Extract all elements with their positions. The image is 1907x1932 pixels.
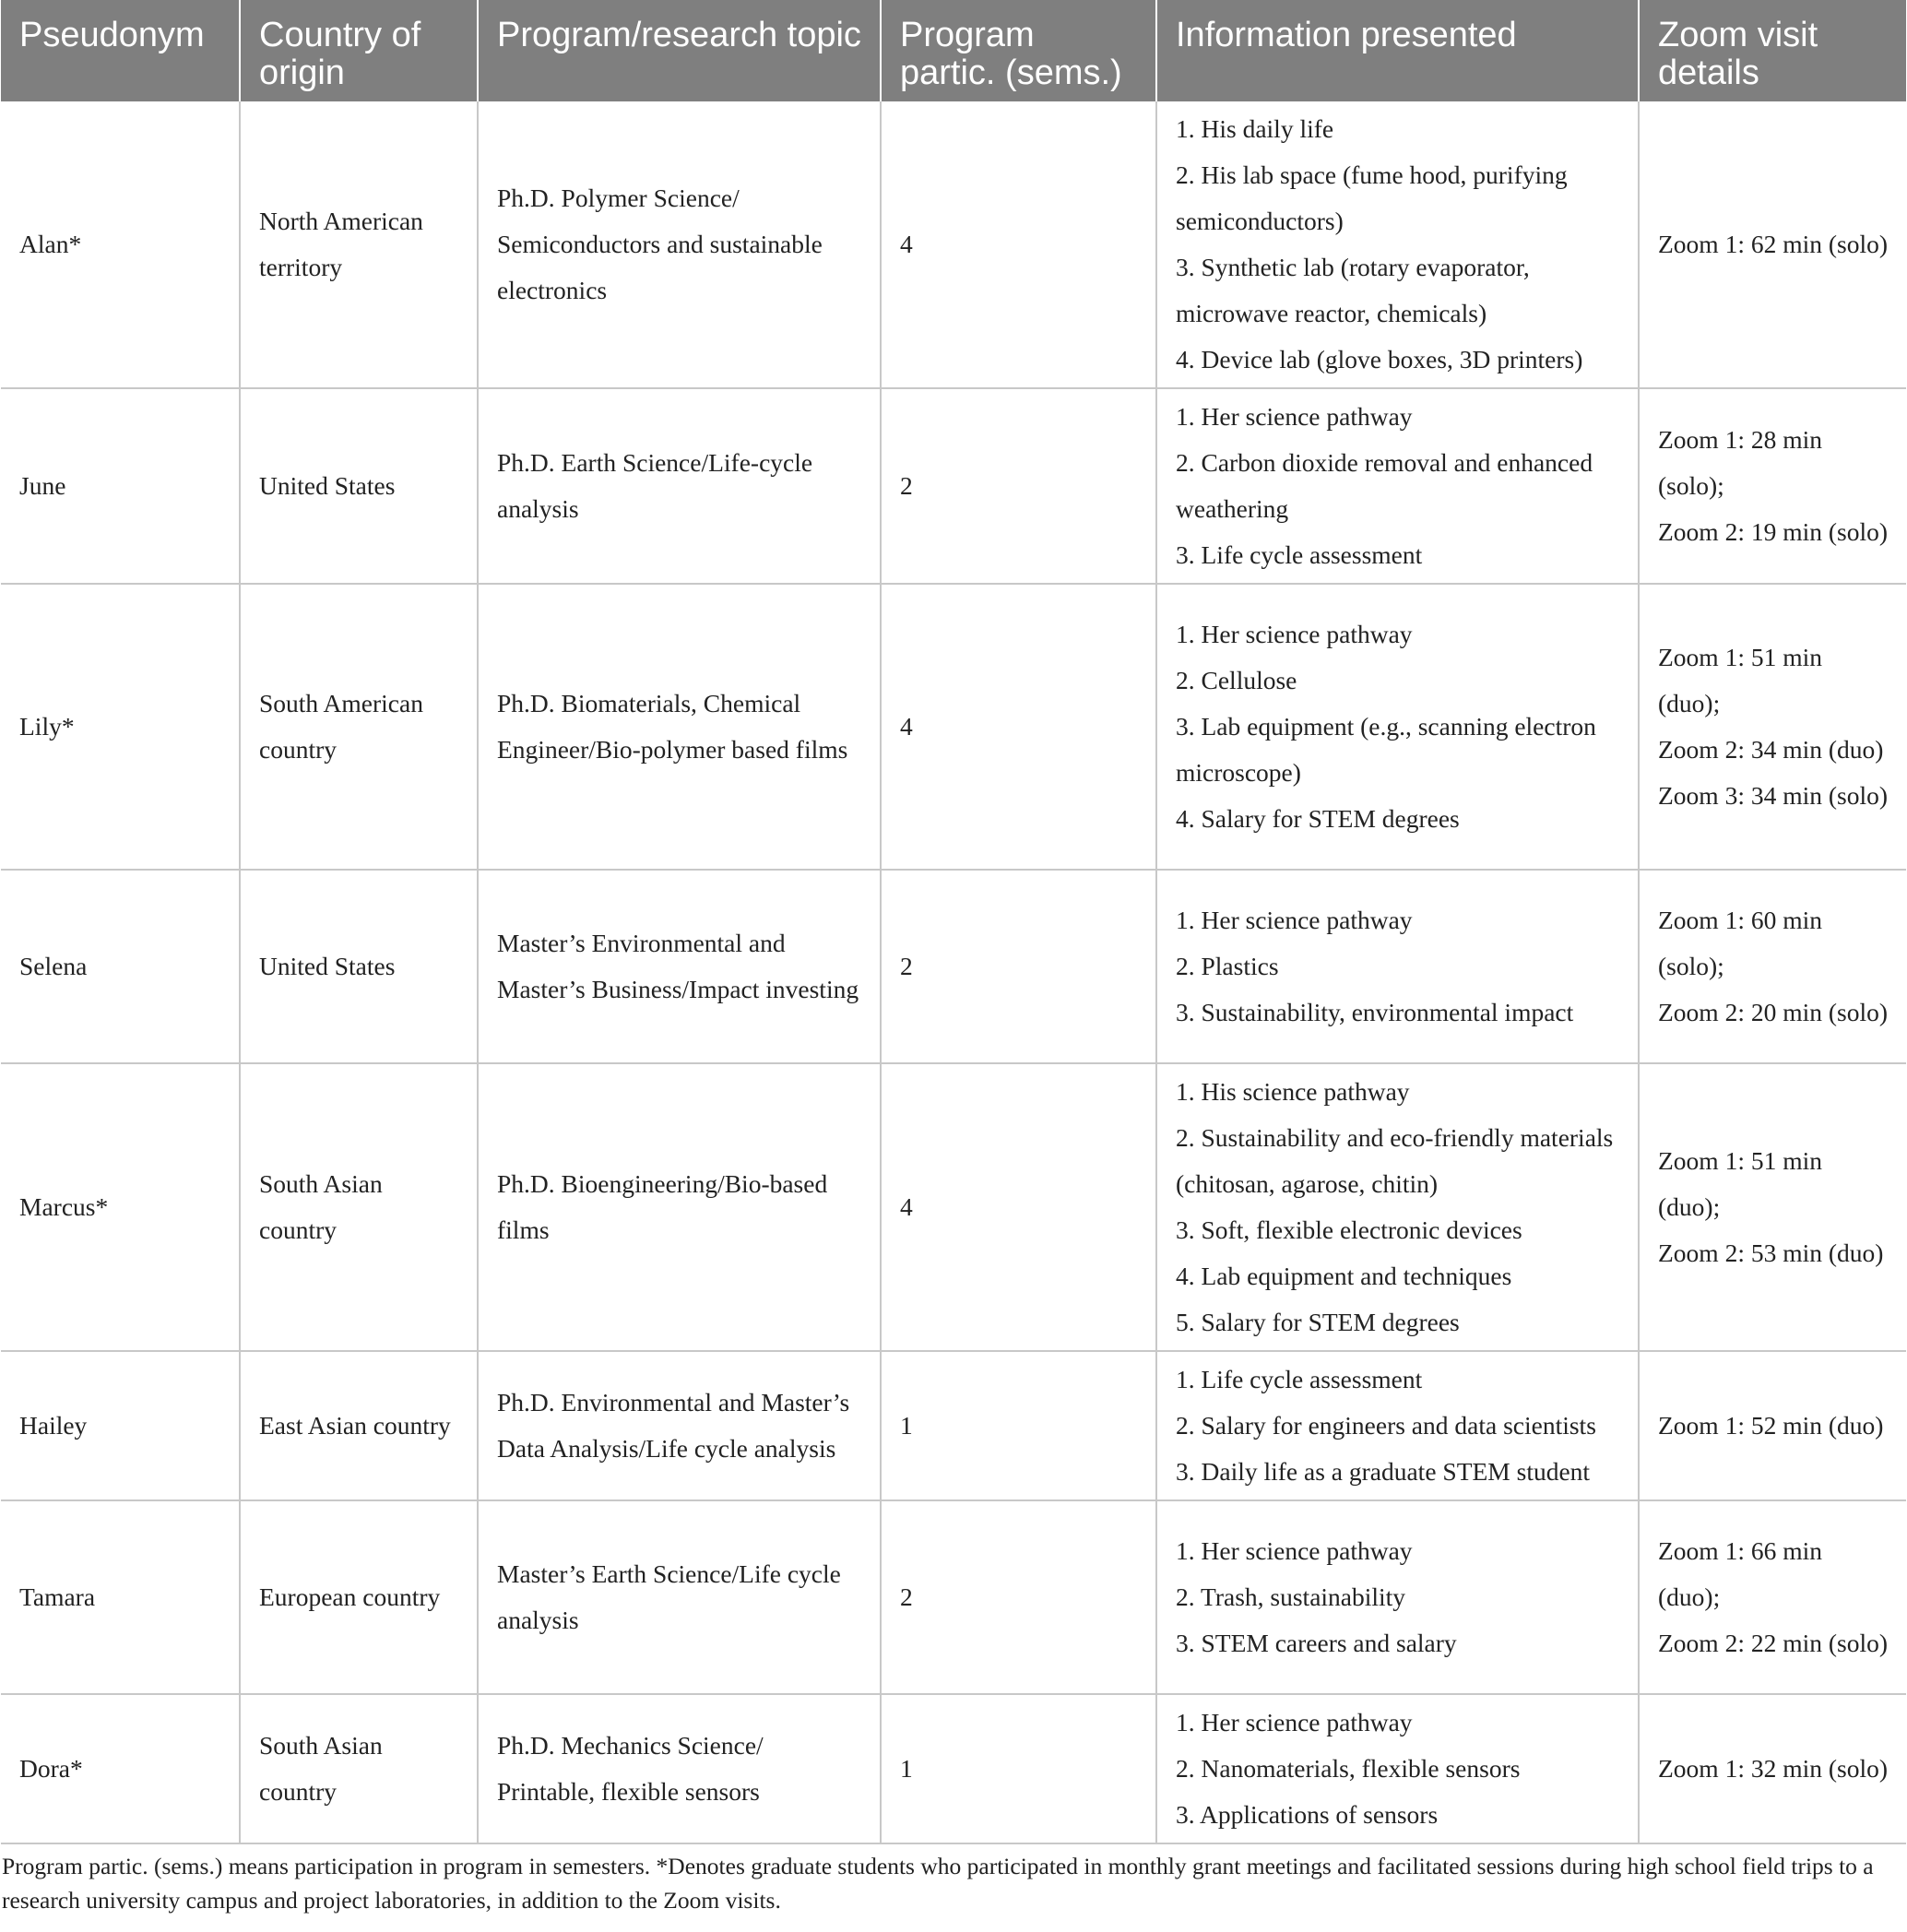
header-zoom: Zoom visit details [1639,0,1906,101]
info-item: 3. Daily life as a graduate STEM student [1176,1457,1591,1486]
zoom-visit-item: Zoom 1: 32 min (solo) [1658,1754,1889,1783]
cell-pseudonym: Lily* [1,584,240,870]
cell-topic: Ph.D. Biomaterials, Chemical Engineer/Bio-polymer based films [478,584,881,870]
cell-info [1156,1063,1639,1351]
info-item: 3. Life cycle assessment [1176,540,1423,569]
cell-country: South Asian country [240,1694,478,1843]
zoom-visit-item: Zoom 3: 34 min (solo) [1658,781,1889,810]
cell-pseudonym: Marcus* [1,1063,240,1351]
table-header [1,0,1906,101]
zoom-visit-item: Zoom 1: 66 min (duo); [1658,1536,1822,1611]
cell-info [1156,584,1639,870]
header-country: Country of origin [240,0,478,101]
zoom-visit-item: Zoom 2: 22 min (solo) [1658,1629,1889,1657]
cell-pseudonym: Dora* [1,1694,240,1843]
cell-zoom [1639,1351,1906,1500]
zoom-visit-item: Zoom 1: 62 min (solo) [1658,230,1889,258]
info-item: 2. Sustainability and eco-friendly materials (chitosan, agarose, chitin) [1176,1123,1614,1198]
cell-pseudonym: Selena [1,870,240,1063]
zoom-visit-item: Zoom 1: 51 min (duo); [1658,1146,1822,1221]
cell-semesters: 4 [881,584,1156,870]
cell-topic: Ph.D. Mechanics Science/ Printable, flexible sensors [478,1694,881,1843]
cell-semesters: 4 [881,1063,1156,1351]
zoom-visit-item: Zoom 2: 53 min (duo) [1658,1239,1884,1267]
zoom-visit-item: Zoom 2: 20 min (solo) [1658,998,1889,1026]
info-item: 2. Carbon dioxide removal and enhanced weathering [1176,448,1593,523]
info-item: 1. Her science pathway [1176,1708,1413,1736]
cell-pseudonym: June [1,388,240,584]
cell-info [1156,1351,1639,1500]
cell-info [1156,1500,1639,1694]
cell-zoom [1639,1694,1906,1843]
header-info: Information presented [1156,0,1639,101]
info-item: 1. Life cycle assessment [1176,1365,1423,1393]
table-body [1,101,1906,1843]
info-item: 3. STEM careers and salary [1176,1629,1457,1657]
table-row [1,388,1906,584]
cell-country: South Asian country [240,1063,478,1351]
cell-topic: Ph.D. Earth Science/Life-cycle analysis [478,388,881,584]
table-row [1,1351,1906,1500]
table-row [1,584,1906,870]
zoom-visit-item: Zoom 2: 19 min (solo) [1658,517,1889,546]
info-item: 2. Trash, sustainability [1176,1582,1406,1611]
info-item: 2. Plastics [1176,952,1279,980]
info-item: 1. Her science pathway [1176,1536,1413,1565]
header-row [1,0,1906,101]
cell-country: United States [240,870,478,1063]
info-item: 4. Device lab (glove boxes, 3D printers) [1176,345,1583,373]
info-item: 2. Nanomaterials, flexible sensors [1176,1754,1521,1783]
cell-topic: Ph.D. Bioengineering/Bio-based films [478,1063,881,1351]
zoom-visit-item: Zoom 1: 51 min (duo); [1658,643,1822,717]
header-semesters: Program partic. (sems.) [881,0,1156,101]
cell-topic: Master’s Environmental and Master’s Business/Impact investing [478,870,881,1063]
cell-zoom [1639,101,1906,388]
cell-zoom [1639,870,1906,1063]
cell-info [1156,388,1639,584]
info-item: 4. Salary for STEM degrees [1176,804,1460,833]
info-item: 1. His daily life [1176,114,1334,143]
zoom-visit-item: Zoom 1: 52 min (duo) [1658,1411,1884,1440]
info-item: 3. Soft, flexible electronic devices [1176,1215,1522,1244]
zoom-visit-item: Zoom 2: 34 min (duo) [1658,735,1884,764]
info-item: 4. Lab equipment and techniques [1176,1262,1512,1290]
cell-country: European country [240,1500,478,1694]
cell-topic: Ph.D. Environmental and Master’s Data Analysis/Life cycle analysis [478,1351,881,1500]
cell-semesters: 1 [881,1351,1156,1500]
cell-semesters: 2 [881,870,1156,1063]
cell-info [1156,870,1639,1063]
cell-country: South American country [240,584,478,870]
cell-country: United States [240,388,478,584]
cell-info [1156,1694,1639,1843]
cell-country: East Asian country [240,1351,478,1500]
table-row [1,1063,1906,1351]
zoom-visit-item: Zoom 1: 28 min (solo); [1658,425,1822,500]
cell-pseudonym: Hailey [1,1351,240,1500]
cell-zoom [1639,584,1906,870]
header-pseudonym: Pseudonym [1,0,240,101]
table-row [1,1694,1906,1843]
cell-zoom [1639,388,1906,584]
info-item: 2. Cellulose [1176,666,1297,694]
cell-country: North American territory [240,101,478,388]
info-item: 2. His lab space (fume hood, purifying semiconductors) [1176,160,1568,235]
info-item: 1. His science pathway [1176,1077,1410,1106]
info-item: 1. Her science pathway [1176,906,1413,934]
cell-semesters: 2 [881,1500,1156,1694]
info-item: 2. Salary for engineers and data scientists [1176,1411,1596,1440]
header-topic: Program/research topic [478,0,881,101]
table-row [1,1500,1906,1694]
cell-semesters: 2 [881,388,1156,584]
cell-zoom [1639,1500,1906,1694]
cell-topic: Master’s Earth Science/Life cycle analysis [478,1500,881,1694]
info-item: 3. Lab equipment (e.g., scanning electron microscope) [1176,712,1596,787]
zoom-visit-item: Zoom 1: 60 min (solo); [1658,906,1822,980]
participants-table [1,0,1906,1844]
cell-zoom [1639,1063,1906,1351]
info-item: 3. Sustainability, environmental impact [1176,998,1574,1026]
cell-info [1156,101,1639,388]
info-item: 1. Her science pathway [1176,620,1413,648]
info-item: 5. Salary for STEM degrees [1176,1308,1460,1336]
cell-pseudonym: Alan* [1,101,240,388]
table-row [1,101,1906,388]
cell-semesters: 4 [881,101,1156,388]
info-item: 3. Applications of sensors [1176,1800,1439,1829]
cell-pseudonym: Tamara [1,1500,240,1694]
info-item: 1. Her science pathway [1176,402,1413,431]
info-item: 3. Synthetic lab (rotary evaporator, microwave reactor, chemicals) [1176,253,1530,327]
cell-semesters: 1 [881,1694,1156,1843]
cell-topic: Ph.D. Polymer Science/ Semiconductors and sustainable electronics [478,101,881,388]
table-row [1,870,1906,1063]
table-footnote: Program partic. (sems.) means participation in program in semesters. *Denotes graduate students who participated in monthly grant meetings and facilitated sessions during high school field trips to a research university campus and project laboratories, in addition to the Zoom visits. [2,1853,1874,1914]
